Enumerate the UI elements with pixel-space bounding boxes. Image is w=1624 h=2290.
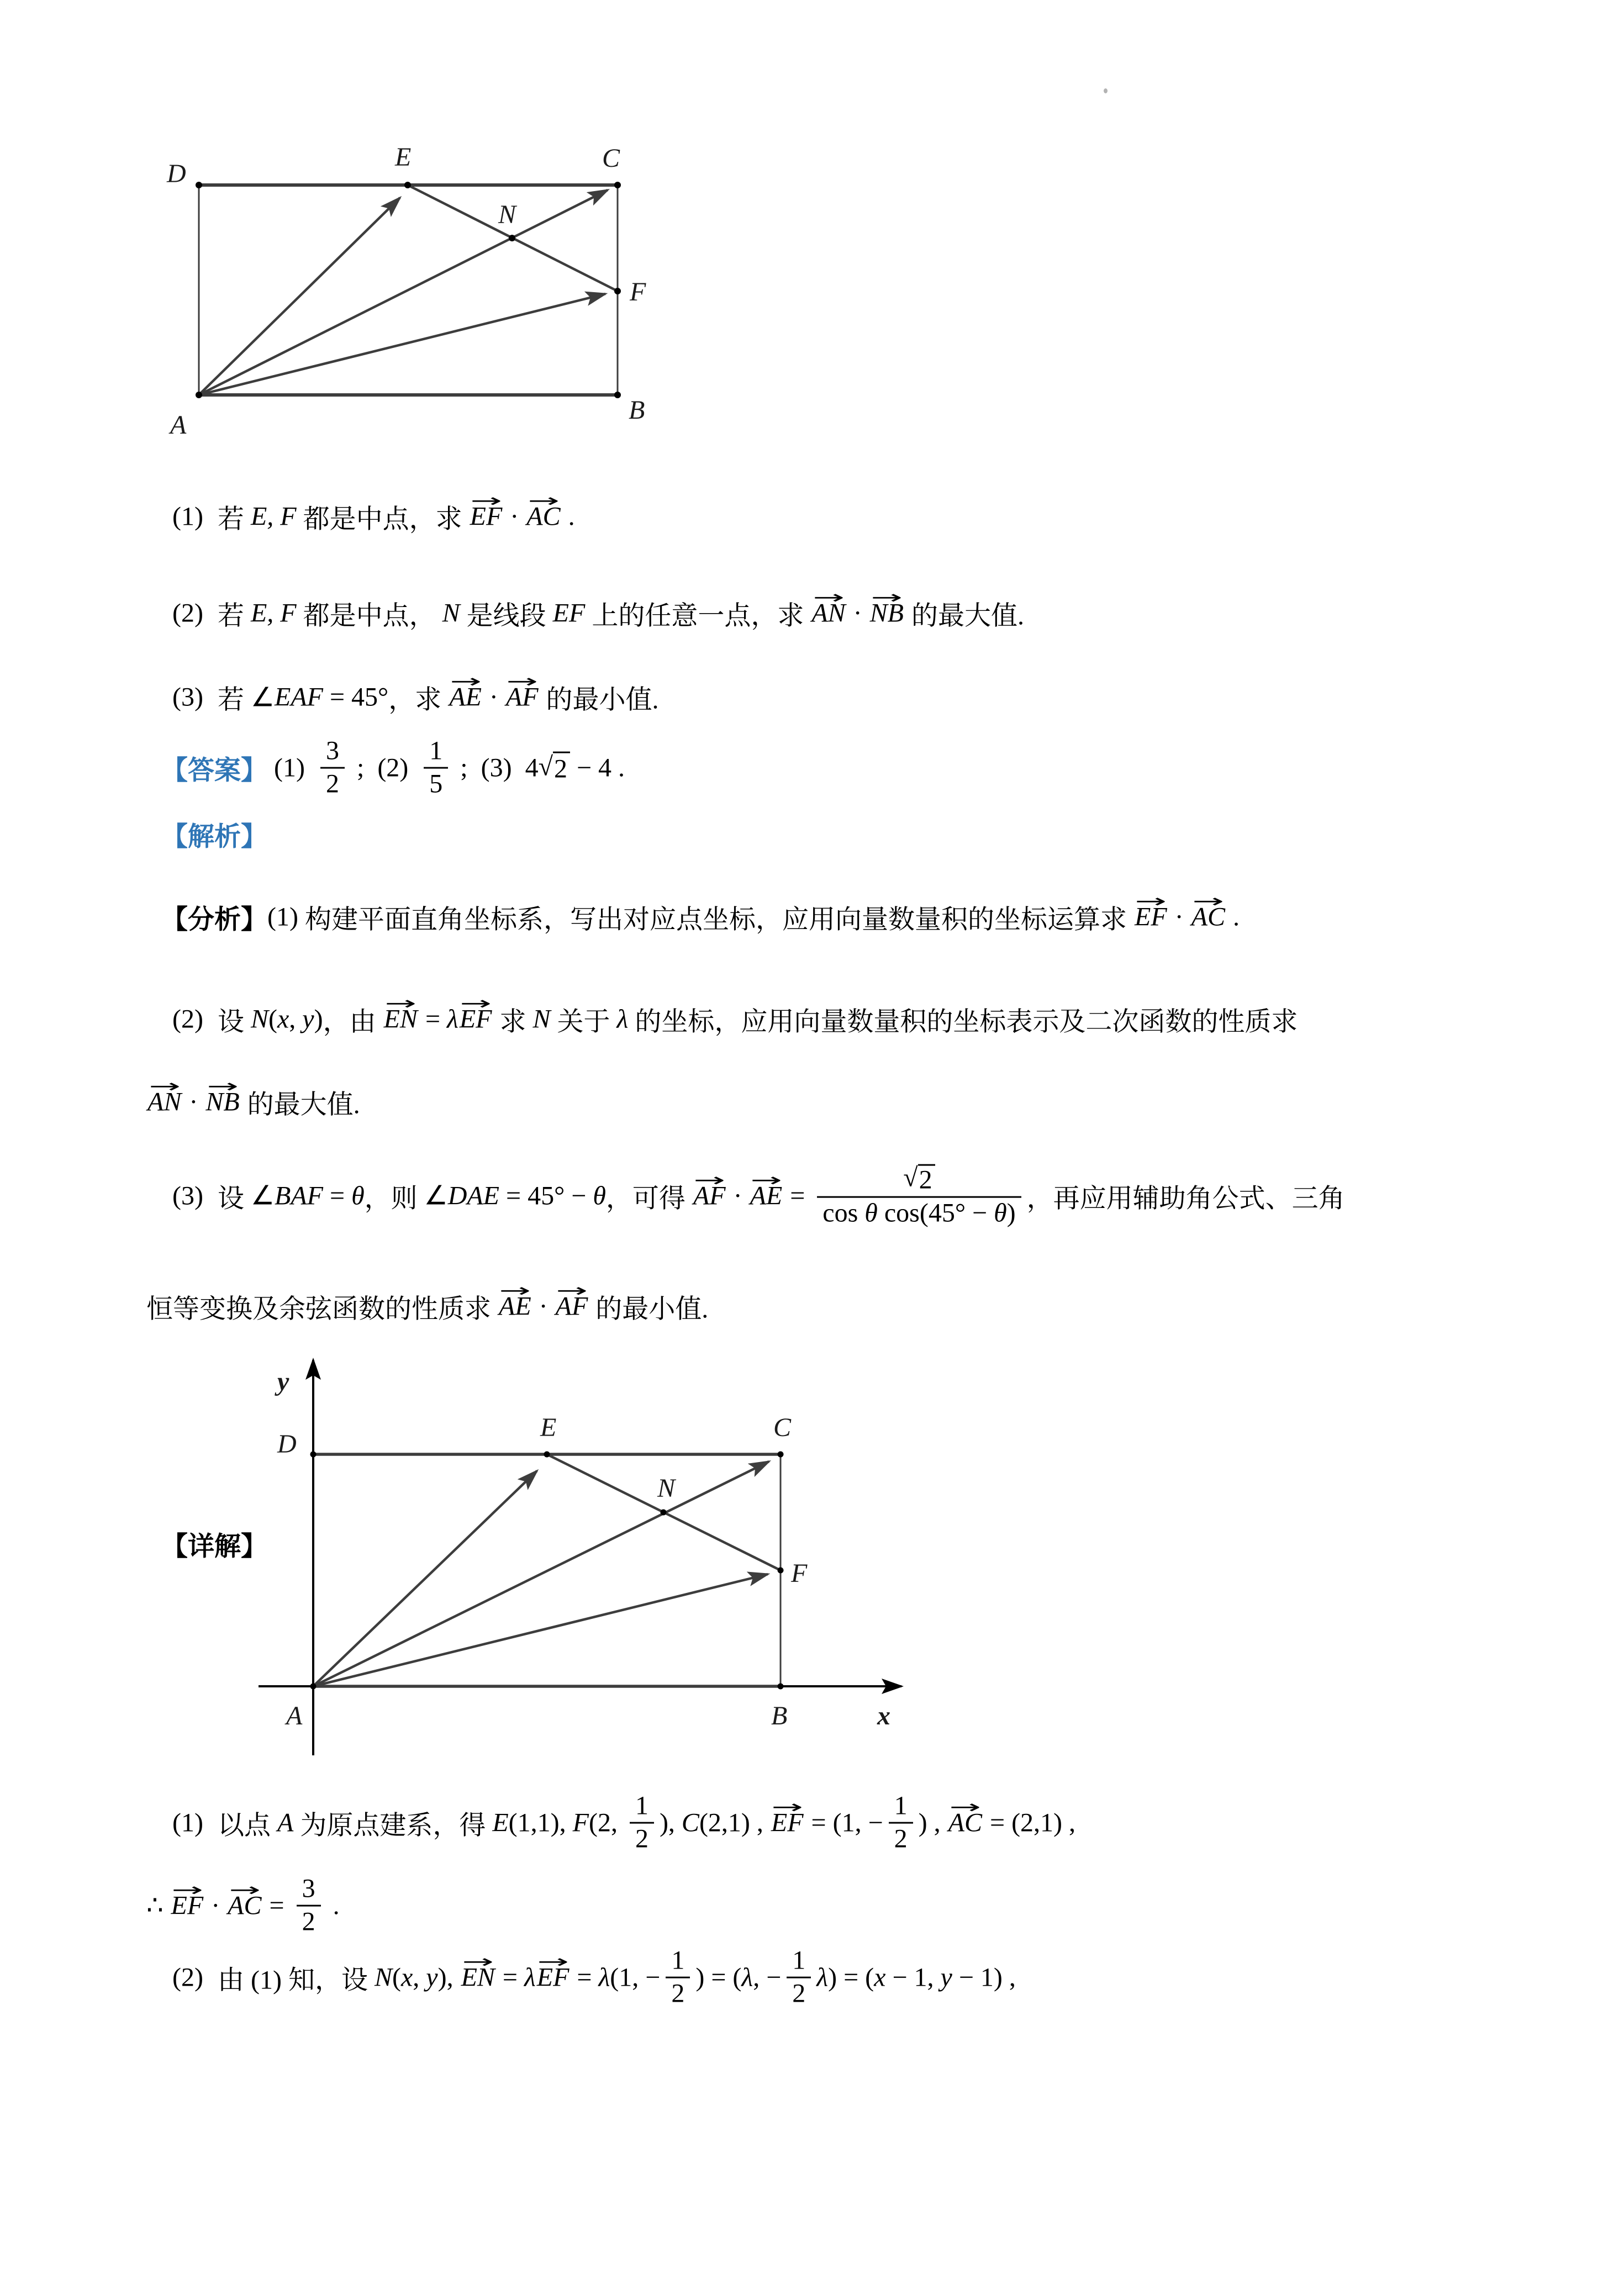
vector-symbol [458, 1004, 493, 1035]
vector-letters: AF [555, 1291, 588, 1321]
vector-symbol [505, 682, 540, 713]
math-roman: − 1) , [952, 1962, 1016, 1992]
analysis-3b [146, 1288, 708, 1326]
math-italic: E, F [250, 598, 297, 628]
math-roman: ), [437, 1962, 460, 1992]
answer-line [161, 737, 625, 799]
point-label-C: C [773, 1413, 792, 1442]
cjk-text: ，再应用辅助角公式、三角 [1026, 1184, 1345, 1213]
math-roman: · [532, 1291, 555, 1321]
math-italic: λ [616, 1004, 629, 1034]
math-italic: λ [816, 1962, 829, 1992]
vector-letters: AC [1191, 902, 1225, 932]
point-label-B: B [629, 395, 645, 425]
cjk-text: ，由 [323, 1007, 383, 1037]
math-roman: 1 [671, 1945, 685, 1975]
vector-letters: EF [1135, 902, 1167, 932]
cjk-text: ，则 [364, 1184, 424, 1213]
math-roman: · [503, 502, 526, 531]
point-label-A: A [286, 1701, 303, 1730]
solution-2 [172, 1947, 1016, 2008]
math-roman: (2,1) , [699, 1808, 770, 1838]
point-label-F: F [630, 277, 646, 307]
math-roman: 3 [325, 736, 339, 766]
math-italic: EAF [275, 682, 323, 712]
point-label-A: A [170, 410, 187, 440]
math-italic: θ [864, 1198, 878, 1228]
section-label: 【答案】 [161, 756, 268, 785]
point-label-D: D [167, 159, 186, 188]
math-italic: x [400, 1962, 413, 1992]
math-roman: (3) [172, 682, 203, 712]
vector-AE [313, 1471, 537, 1686]
vector-AC [199, 190, 608, 395]
vector-symbol [448, 682, 483, 713]
math-roman: 1 [635, 1791, 648, 1821]
stray-mark [1104, 88, 1108, 93]
math-roman: (1,1), [508, 1808, 573, 1838]
vector-symbol [498, 1291, 532, 1322]
math-italic: E [492, 1808, 509, 1838]
math-roman: = [495, 1962, 524, 1992]
math-roman: = [570, 1962, 599, 1992]
vector-letters: AC [526, 502, 561, 531]
analysis-2 [172, 1000, 1298, 1038]
cjk-text: 的坐标，应用向量数量积的坐标表示及二次函数的性质求 [628, 1007, 1298, 1037]
math-roman: , − [753, 1962, 782, 1992]
math-roman: ) [1006, 1198, 1016, 1228]
math-italic: N [250, 1004, 268, 1034]
vector-letters: NB [869, 598, 904, 628]
math-roman: = [418, 1004, 447, 1034]
vector-symbol [692, 1181, 727, 1211]
math-italic: θ [994, 1198, 1007, 1228]
cjk-text: 求 [493, 1007, 533, 1037]
math-italic: λ [598, 1962, 610, 1992]
sqrt-radicand: 2 [918, 1164, 935, 1195]
math-roman: = 45° [323, 682, 389, 712]
figure1-rectangle-vectors [166, 133, 663, 453]
math-roman: cos [822, 1198, 865, 1228]
cjk-text: 上的任意一点，求 [585, 601, 811, 631]
vector-symbol [1133, 902, 1168, 932]
math-roman: . [561, 502, 575, 531]
math-roman: cos(45° − [877, 1198, 994, 1228]
math-roman: ∠ [424, 1181, 448, 1211]
vector-AC [313, 1461, 769, 1686]
math-roman: . [1226, 902, 1240, 932]
math-italic: N [442, 598, 460, 628]
vector-symbol [204, 1087, 240, 1117]
cjk-text: 都是中点，求 [296, 504, 469, 534]
cjk-text: 以点 [217, 1811, 277, 1840]
sqrt-symbol: √ [903, 1163, 918, 1193]
x-axis-label: x [877, 1701, 890, 1730]
math-roman: ∠ [250, 1181, 275, 1211]
solution-1 [172, 1792, 1075, 1854]
cjk-text: 设 [217, 1184, 251, 1213]
math-roman: 2 [302, 1907, 315, 1937]
math-roman: · [726, 1181, 749, 1211]
solution-1b [146, 1875, 340, 1937]
cjk-text: 的最小值. [539, 685, 659, 715]
cjk-text: 恒等变换及余弦函数的性质求 [146, 1294, 498, 1324]
analysis-header [161, 815, 267, 853]
vector-letters: EF [470, 502, 503, 531]
vector-letters: EF [771, 1808, 804, 1838]
point-label-N: N [657, 1474, 676, 1503]
math-roman: (2) [172, 1004, 203, 1034]
cjk-text: 若 [217, 685, 251, 715]
vector-letters: AC [228, 1891, 262, 1920]
math-roman: (1, − [610, 1962, 661, 1992]
point-label-B: B [771, 1701, 788, 1730]
math-italic: BAF [275, 1181, 323, 1211]
math-roman: ; (3) 4 [454, 753, 539, 783]
math-roman: = (2,1) , [983, 1808, 1076, 1838]
vector-symbol [947, 1808, 983, 1838]
math-roman: ) [314, 1004, 323, 1034]
math-roman: 2 [671, 1978, 685, 2008]
analysis-3 [172, 1164, 1345, 1228]
math-roman: , [289, 1004, 303, 1034]
question-1 [172, 498, 575, 536]
point-label-D: D [277, 1429, 297, 1459]
sqrt-expression [903, 1164, 935, 1195]
math-roman: 2 [325, 769, 339, 799]
question-3 [172, 678, 659, 716]
math-italic: F [572, 1808, 589, 1838]
math-roman: ∠ [250, 683, 275, 712]
cjk-text: 若 [217, 601, 251, 631]
vector-symbol [525, 502, 561, 532]
section-label: 【分析】 [161, 905, 268, 935]
fraction [424, 737, 448, 799]
math-roman: · [182, 1087, 205, 1117]
vector-letters: AF [693, 1181, 726, 1211]
section-label: 【详解】 [161, 1532, 268, 1561]
math-italic: EF [552, 598, 586, 628]
math-roman: (2) [172, 598, 203, 628]
math-roman: 1 [429, 736, 443, 766]
vector-letters: AC [948, 1808, 982, 1838]
math-roman: · [846, 598, 869, 628]
vector-letters: AN [811, 598, 846, 628]
math-roman: 2 [792, 1978, 806, 2008]
math-italic: C [681, 1808, 699, 1838]
cjk-text: 都是中点， [296, 601, 442, 631]
vector-letters: EF [459, 1004, 492, 1034]
math-italic: λ [741, 1962, 753, 1992]
cjk-text: ，求 [388, 685, 449, 715]
math-roman: ; (2) [350, 753, 409, 783]
cjk-text: 关于 [550, 1007, 617, 1037]
figure2-coordinate-rectangle [155, 1337, 939, 1773]
math-italic: x [277, 1004, 289, 1034]
y-axis-label: y [277, 1367, 289, 1396]
vector-symbol [1190, 902, 1226, 932]
point-label-E: E [395, 143, 412, 172]
vector-letters: NB [205, 1087, 240, 1117]
fraction [630, 1792, 654, 1854]
vector-letters: AF [505, 682, 539, 712]
vector-letters: EN [461, 1962, 495, 1992]
fraction [889, 1792, 913, 1854]
fraction [666, 1947, 690, 2008]
math-roman: = 45° − [499, 1181, 593, 1211]
math-roman: ), [659, 1808, 682, 1838]
fraction [320, 737, 345, 799]
math-roman: − 1, [885, 1962, 941, 1992]
math-roman: (1) [267, 753, 305, 783]
point-label-C: C [602, 144, 620, 173]
math-roman: (2) [172, 1962, 203, 1992]
point-label-N: N [498, 200, 516, 229]
vector-AF [199, 294, 605, 395]
math-roman: = [783, 1181, 812, 1211]
sqrt-radicand: 2 [553, 752, 570, 784]
vector-symbol [383, 1004, 419, 1035]
math-italic: x [874, 1962, 886, 1992]
math-italic: y [426, 1962, 438, 1992]
vector-letters: EF [171, 1891, 204, 1920]
vector-AF [313, 1574, 768, 1686]
cjk-text: 是线段 [460, 601, 553, 631]
cjk-text: 构建平面直角坐标系，写出对应点坐标，应用向量数量积的坐标运算求 [298, 905, 1133, 935]
vector-symbol [146, 1087, 182, 1117]
cjk-text: 若 [217, 504, 251, 534]
math-roman: · [1168, 902, 1190, 932]
math-italic: θ [351, 1181, 365, 1211]
fraction [817, 1164, 1021, 1228]
cjk-text: 设 [217, 1007, 251, 1037]
math-roman: , [413, 1962, 426, 1992]
vector-symbol [170, 1891, 205, 1921]
math-roman: 2 [635, 1824, 648, 1854]
vector-letters: AE [750, 1181, 783, 1211]
math-roman: − 4 . [570, 753, 625, 783]
sqrt-symbol: √ [538, 752, 553, 782]
math-italic: y [940, 1962, 952, 1992]
math-italic: A [277, 1808, 294, 1838]
sqrt-expression [539, 752, 570, 784]
math-roman: (3) [172, 1181, 203, 1211]
math-italic: E, F [250, 502, 297, 531]
vector-symbol [810, 598, 846, 629]
cjk-text: ，可得 [605, 1184, 692, 1213]
vector-letters: EF [536, 1962, 570, 1992]
vector-letters: AN [147, 1087, 182, 1117]
math-italic: N [374, 1962, 392, 1992]
math-roman: 3 [302, 1874, 315, 1903]
math-roman: (1) [172, 1808, 203, 1838]
vector-symbol [749, 1181, 784, 1211]
math-roman: 5 [429, 769, 443, 799]
section-label: 【解析】 [161, 822, 268, 852]
vector-letters: EN [383, 1004, 418, 1034]
math-roman: 2 [894, 1824, 908, 1854]
cjk-text: 为原点建系，得 [293, 1811, 493, 1840]
vector-symbol [869, 598, 905, 629]
math-roman: . [326, 1891, 340, 1920]
vector-symbol [469, 502, 504, 532]
vector-AE [199, 198, 400, 395]
math-italic: DAE [447, 1181, 499, 1211]
vector-letters: AE [449, 682, 482, 712]
math-roman: ) = ( [828, 1962, 874, 1992]
math-roman: · [482, 682, 505, 712]
fraction [297, 1875, 321, 1937]
math-roman: ) , [918, 1808, 947, 1838]
cjk-text: 的最大值. [905, 601, 1025, 631]
vector-symbol [226, 1891, 262, 1921]
analysis-2b [146, 1083, 360, 1121]
math-roman: ( [392, 1962, 401, 1992]
question-2 [172, 594, 1024, 632]
math-roman: 1 [894, 1791, 908, 1821]
vector-symbol [555, 1291, 589, 1322]
math-roman: (1) [172, 502, 203, 531]
math-roman: 1 [792, 1945, 806, 1975]
vector-letters: AE [499, 1291, 531, 1321]
cjk-text: 的最大值. [240, 1090, 360, 1120]
vector-symbol [770, 1808, 805, 1838]
fraction [787, 1947, 811, 2008]
math-italic: λ [524, 1962, 536, 1992]
math-roman: ( [268, 1004, 277, 1034]
math-roman: (2, [588, 1808, 624, 1838]
math-italic: θ [593, 1181, 606, 1211]
math-roman: (1) [267, 902, 298, 932]
vector-symbol [536, 1962, 571, 1993]
math-roman: = [262, 1891, 291, 1920]
point-label-E: E [540, 1413, 557, 1442]
analysis-1 [161, 898, 1240, 936]
math-italic: y [302, 1004, 314, 1034]
math-roman: · [204, 1891, 227, 1920]
math-roman: = (1, − [804, 1808, 883, 1838]
point-label-F: F [791, 1559, 808, 1588]
cjk-text: 由 (1) 知，设 [217, 1965, 375, 1995]
math-italic: N [532, 1004, 551, 1034]
math-roman: = [323, 1181, 352, 1211]
math-roman: ) = ( [695, 1962, 742, 1992]
math-roman: ∴ [146, 1891, 170, 1920]
cjk-text: 的最小值. [589, 1294, 709, 1324]
math-italic: λ [447, 1004, 458, 1034]
vector-symbol [460, 1962, 496, 1993]
